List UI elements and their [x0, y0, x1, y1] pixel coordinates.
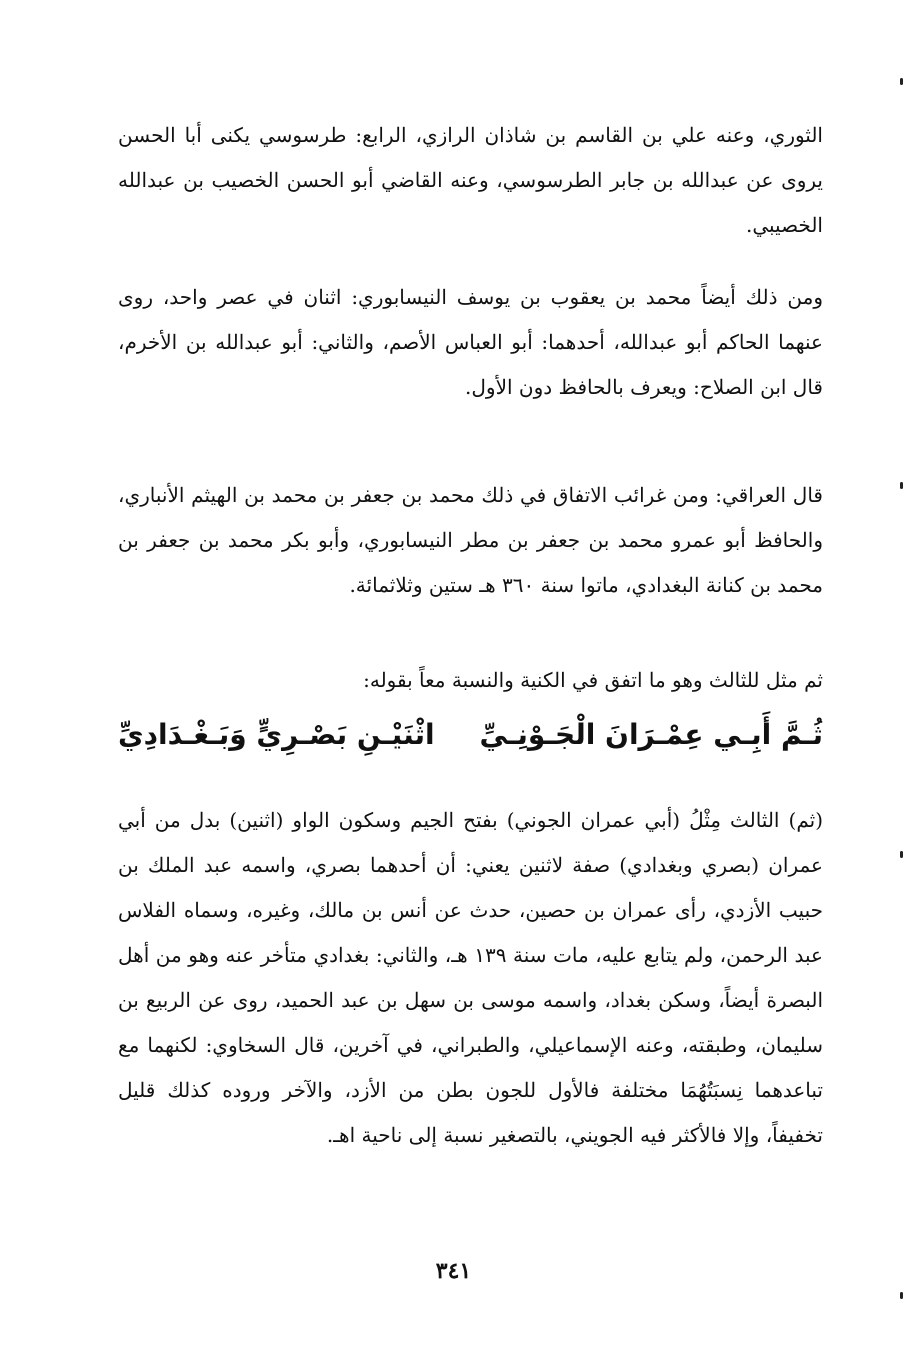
paragraph-text: (ثم) الثالث مِثْلُ (أبي عمران الجوني) بفتح الجيم وسكون الواو (اثنين) بدل من أبي عمران (بصري وبغدادي) صفة لاثنين يعني: أن أحدهما بصري، واسمه عبد الملك بن حبيب الأزدي، رأى عمران بن حصين، حدث عن أنس بن مالك، وغيره، وسماه الفلاس عبد الرحمن، ولم يتابع عليه، مات سنة ١٣٩ هـ، والثاني: بغدادي متأخر عنه وهو من أهل البصرة أيضاً، وسكن بغداد، واسمه موسى بن سهل بن عبد الحميد، روى عن الربيع بن سليمان، وطبقته، وعنه الإسماعيلي، والطبراني، في آخرين، قال السخاوي: لكنهما مع تباعدهما نِسبَتُهُمَا مختلفة فالأول للجون بطن من الأزد، والآخر وروده كذلك قليل تخفيفاً، وإلا فالأكثر فيه الجويني، بالتصغير نسبة إلى ناحية اهـ. [118, 808, 823, 1147]
introduction-text: ثم مثل للثالث وهو ما اتفق في الكنية والنسبة معاً بقوله: [363, 668, 823, 692]
poem-verse [118, 708, 823, 760]
verse-first-hemistich: ثُـمَّ أَبِـي عِمْـرَانَ الْجَـوْنِـيِّ [479, 717, 823, 751]
paragraph-3 [118, 473, 823, 608]
paragraph-text: قال العراقي: ومن غرائب الاتفاق في ذلك محمد بن جعفر بن محمد بن الهيثم الأنباري، والحافظ أبو عمرو محمد بن جعفر بن مطر النيسابوري، وأبو بكر محمد بن جعفر بن محمد بن كنانة البغدادي، ماتوا سنة ٣٦٠ هـ ستين وثلاثمائة. [118, 483, 823, 597]
paragraph-2 [118, 275, 823, 410]
page-number: ٣٤١ [435, 1258, 472, 1284]
margin-mark [900, 482, 903, 489]
margin-mark [900, 1292, 903, 1299]
paragraph-text: الثوري، وعنه علي بن القاسم بن شاذان الرازي، الرابع: طرسوسي يكنى أبا الحسن يروى عن عبدالله بن جابر الطرسوسي، وعنه القاضي أبو الحسن الخصيب بن عبدالله الخصيبي. [118, 123, 823, 237]
paragraph-1 [118, 113, 823, 248]
margin-mark [900, 78, 903, 85]
margin-mark [900, 851, 903, 858]
paragraph-text: ومن ذلك أيضاً محمد بن يعقوب بن يوسف النيسابوري: اثنان في عصر واحد، روى عنهما الحاكم أبو عبدالله، أحدهما: أبو العباس الأصم، والثاني: أبو عبدالله بن الأخرم، قال ابن الصلاح: ويعرف بالحافظ دون الأول. [118, 285, 823, 399]
verse-introduction [118, 658, 823, 703]
verse-second-hemistich: اثْنَيْـنِ بَصْـرِيٍّ وَبَـغْـدَادِيِّ [118, 717, 435, 751]
commentary-paragraph [118, 798, 823, 1158]
